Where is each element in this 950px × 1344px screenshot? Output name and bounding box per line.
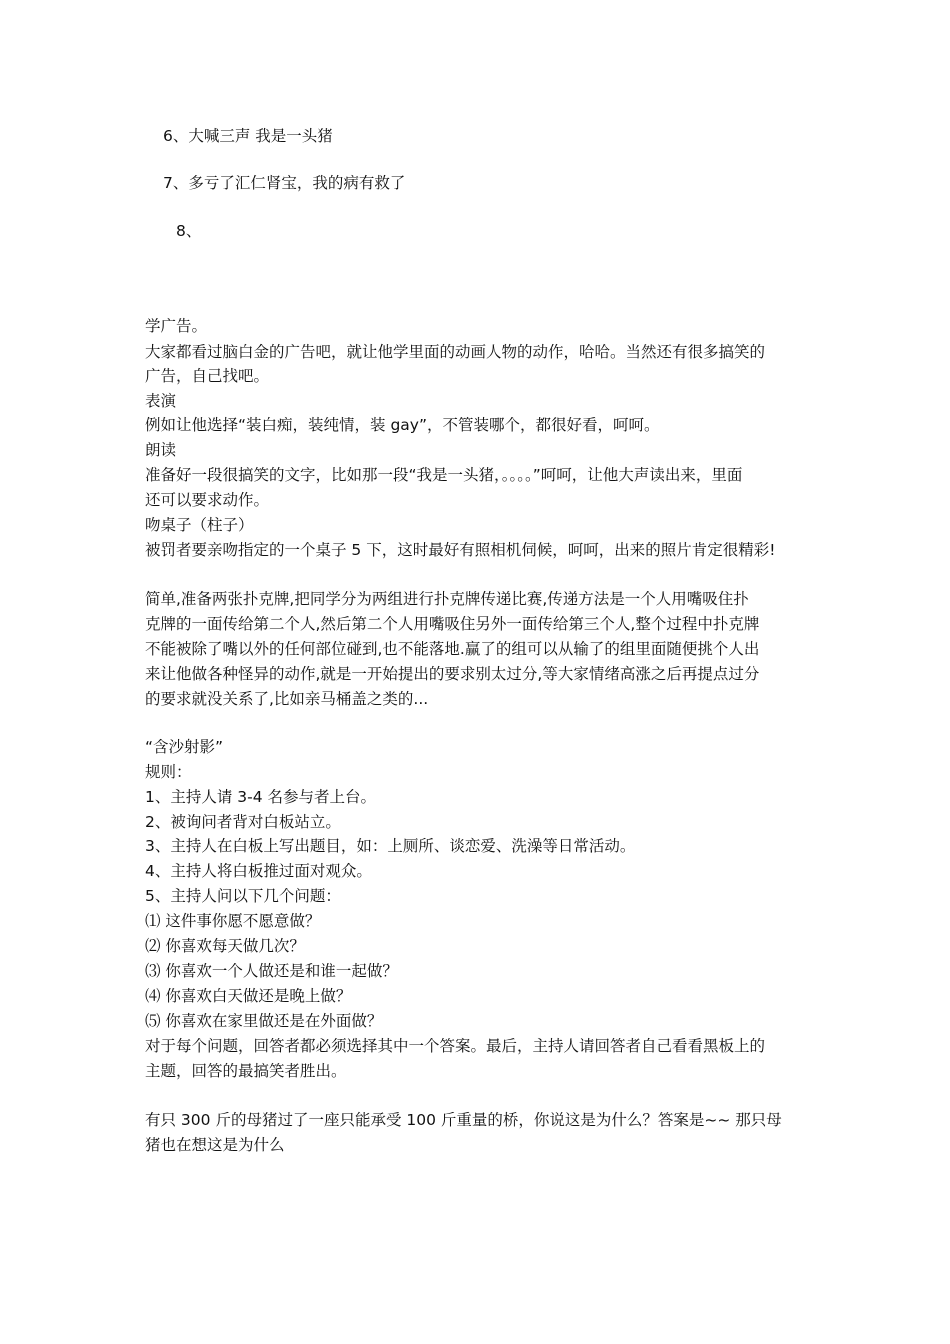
paragraph-line: 的要求就没关系了,比如亲马桶盖之类的... bbox=[145, 690, 429, 708]
paragraph-line: 克牌的一面传给第二个人,然后第二个人用嘴吸住另外一面传给第三个人,整个过程中扑克牌 bbox=[145, 615, 760, 633]
rule-item: 3、主持人在白板上写出题目，如：上厕所、谈恋爱、洗澡等日常活动。 bbox=[145, 837, 636, 855]
paragraph-line: 来让他做各种怪异的动作,就是一开始提出的要求别太过分,等大家情绪高涨之后再提点过分 bbox=[145, 665, 760, 683]
section-heading-ad: 学广告。 bbox=[145, 317, 208, 335]
paragraph-line: 大家都看过脑白金的广告吧，就让他学里面的动画人物的动作，哈哈。当然还有很多搞笑的 bbox=[145, 343, 766, 361]
question-item: ⑶ 你喜欢一个人做还是和谁一起做？ bbox=[145, 962, 398, 980]
rule-item: 5、主持人问以下几个问题： bbox=[145, 887, 341, 905]
rule-item: 4、主持人将白板推过面对观众。 bbox=[145, 862, 372, 880]
rules-label: 规则： bbox=[145, 763, 192, 781]
paragraph-line: 还可以要求动作。 bbox=[145, 491, 270, 509]
section-heading-read: 朗读 bbox=[145, 441, 177, 459]
question-item: ⑸ 你喜欢在家里做还是在外面做？ bbox=[145, 1012, 383, 1030]
paragraph-line: 被罚者要亲吻指定的一个桌子 5 下，这时最好有照相机伺候，呵呵，出来的照片肯定很精彩! bbox=[145, 541, 776, 559]
question-item: ⑵ 你喜欢每天做几次？ bbox=[145, 937, 305, 955]
paragraph-line: 主题，回答的最搞笑者胜出。 bbox=[145, 1062, 347, 1080]
rule-item: 2、被询问者背对白板站立。 bbox=[145, 813, 341, 831]
game-title: “含沙射影” bbox=[145, 738, 224, 756]
paragraph-line: 不能被除了嘴以外的任何部位碰到,也不能落地.赢了的组可以从输了的组里面随便挑个人出 bbox=[145, 640, 760, 658]
list-item-6: 6、大喊三声 我是一头猪 bbox=[163, 127, 333, 145]
paragraph-line: 广告，自己找吧。 bbox=[145, 367, 270, 385]
paragraph-line: 有只 300 斤的母猪过了一座只能承受 100 斤重量的桥，你说这是为什么？答案是~~ 那只母 bbox=[145, 1111, 782, 1129]
question-item: ⑷ 你喜欢白天做还是晚上做？ bbox=[145, 987, 352, 1005]
list-item-7: 7、多亏了汇仁肾宝，我的病有救了 bbox=[163, 174, 406, 192]
list-item-8: 8、 bbox=[176, 222, 202, 240]
section-heading-act: 表演 bbox=[145, 392, 177, 410]
paragraph-line: 简单,准备两张扑克牌,把同学分为两组进行扑克牌传递比赛,传递方法是一个人用嘴吸住扑 bbox=[145, 590, 749, 608]
section-heading-kiss: 吻桌子（柱子） bbox=[145, 516, 254, 534]
paragraph-line: 准备好一段很搞笑的文字，比如那一段“我是一头猪，。。。。”呵呵，让他大声读出来，里面 bbox=[145, 466, 743, 484]
rule-item: 1、主持人请 3-4 名参与者上台。 bbox=[145, 788, 377, 806]
question-item: ⑴ 这件事你愿不愿意做？ bbox=[145, 912, 321, 930]
paragraph-line: 例如让他选择“装白痴，装纯情，装 gay”，不管装哪个，都很好看，呵呵。 bbox=[145, 416, 660, 434]
paragraph-line: 对于每个问题，回答者都必须选择其中一个答案。最后，主持人请回答者自己看看黑板上的 bbox=[145, 1037, 766, 1055]
paragraph-line: 猪也在想这是为什么 bbox=[145, 1136, 285, 1154]
